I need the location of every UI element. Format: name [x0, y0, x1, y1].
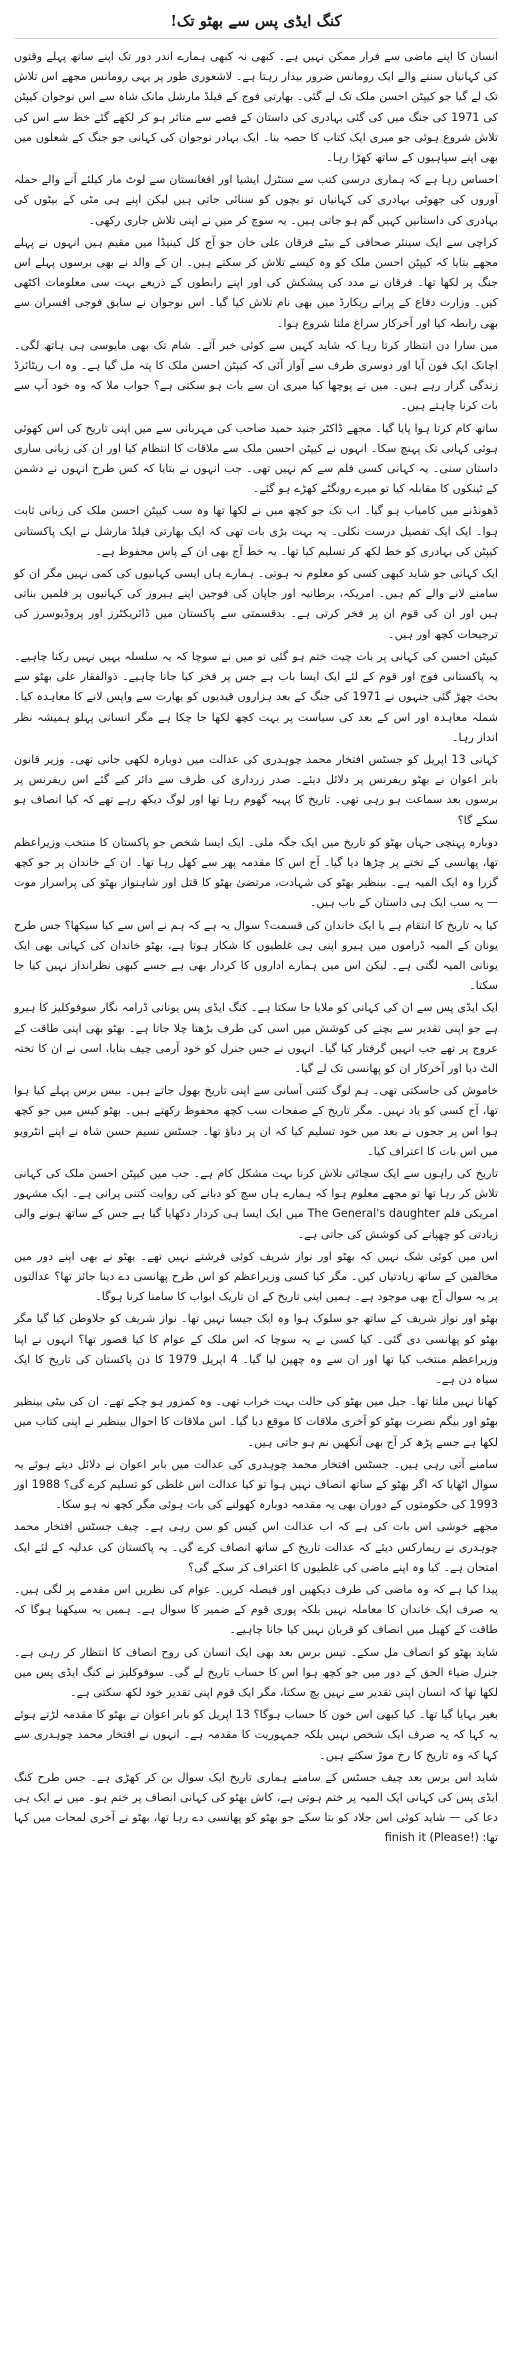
article-paragraph: سامنے آتی رہی ہیں۔ جسٹس افتخار محمد چوہدری کی عدالت میں بابر اعوان نے دلائل دیتے ہوئے یہ سوال اٹھایا کہ اگر بھٹو کے ساتھ انصاف نہیں ہوا تو کیا عدالت اس غلطی کو تسلیم کرے گی؟ 1988 اور 1993 کی حکومتوں کے دوران بھی یہ مقدمہ دوبارہ کھولنے کی بات ہوئی مگر کچھ نہ ہو سکا۔: [14, 1457, 498, 1512]
article-paragraph: کیا یہ تاریخ کا انتقام ہے یا ایک خاندان کی قسمت؟ سوال یہ ہے کہ ہم نے اس سے کیا سیکھا؟ جس طرح یونان کے المیہ ڈراموں میں ہیرو اپنی ہی غلطیوں کا شکار ہوتا ہے، بھٹو خاندان کی کہانی بھی ایک یونانی المیہ لگتی ہے۔ لیکن اس میں ہمارے اداروں کا کردار بھی ہے جسے کبھی نظرانداز نہیں کیا جا سکتا۔: [14, 918, 498, 993]
article-paragraph: ڈھونڈنے میں کامیاب ہو گیا۔ اب تک جو کچھ میں نے لکھا تھا وہ سب کیپٹن احسن ملک کی زبانی ثابت ہوا۔ ایک ایک تفصیل درست نکلی۔ یہ بہت بڑی بات تھی کہ ایک بھارتی فیلڈ مارشل نے ایک پاکستانی کیپٹن کی بہادری کو خط لکھ کر تسلیم کیا تھا۔ یہ خط آج بھی ان کے پاس محفوظ ہے۔: [14, 504, 498, 558]
article-paragraph: احساس رہا ہے کہ ہماری درسی کتب سے سنٹرل ایشیا اور افغانستان سے لوٹ مار کیلئے آنے والے حملہ آوروں کی جھوٹی بہادری کی کہانیاں تو بچوں کو سنائی جاتی ہیں لیکن اپنے ہی مٹی کے بیٹوں کی بہادری کی داستانیں کہیں گم ہو جاتی ہیں۔ یہ سوچ کر میں نے اپنی تلاش جاری رکھی۔: [14, 173, 498, 227]
article-paragraph: بغیر بہایا گیا تھا۔ کیا کبھی اس خون کا حساب ہوگا؟ 13 اپریل کو بابر اعوان نے بھٹو کا مقدمہ لڑتے ہوئے یہ کہا کہ یہ صرف ایک شخص نہیں بلکہ جمہوریت کا مقدمہ ہے۔ انہوں نے افتخار محمد چوہدری سے کہا کہ وہ تاریخ کا رخ موڑ سکتے ہیں۔: [14, 1708, 499, 1762]
article-paragraph: کراچی سے ایک سینئر صحافی کے بیٹے فرقان علی خان جو آج کل کینیڈا میں مقیم ہیں انہوں نے پہلے مجھے بتایا کہ کیپٹن احسن ملک کو وہ کیسے تلاش کر سکتے ہیں۔ ان کے والد نے بھی برسوں پہلے اس جنگ پر لکھا تھا۔ فرقان نے مدد کی پیشکش کی اور اپنے رابطوں کے ذریعے بہت سی معلومات اکٹھی کیں۔ وزارت دفاع کے پرانے ریکارڈ میں بھی نام تلاش کیا گیا۔ اس نوجوان نے سابق فوجی افسران سے بھی رابطہ کیا اور آخرکار سراغ ملنا شروع ہوا۔: [14, 235, 498, 330]
article-paragraph: شاید بھٹو کو انصاف مل سکے۔ تیس برس بعد بھی ایک انسان کی روح انصاف کا انتظار کر رہی ہے۔ جنرل ضیاء الحق کے دور میں جو کچھ ہوا اس کا حساب تاریخ لے گی۔ سوفوکلیز نے کنگ ایڈی پس میں لکھا تھا کہ انسان اپنی تقدیر سے نہیں بچ سکتا، مگر ایک قوم اپنی تقدیر خود لکھ سکتی ہے۔: [14, 1645, 498, 1700]
article-paragraph: شاید اس برس بعد چیف جسٹس کے سامنے ہماری تاریخ ایک سوال بن کر کھڑی ہے۔ جس طرح کنگ ایڈی پس کی کہانی ایک المیہ پر ختم ہوتی ہے، کاش بھٹو کی کہانی انصاف پر ختم ہو۔ میں نے ایک ہی دعا کی — شاید کوئی اس جلاد کو بتا سکے جو بھٹو کو پھانسی دے رہا تھا، بھٹو نے آخری لمحات میں کہا تھا: finish it (Please!): [14, 1770, 498, 1845]
article-headline: کنگ ایڈی پس سے بھٹو تک!: [14, 10, 498, 39]
article-paragraph: خاموش کی جاسکتی تھی۔ ہم لوگ کتنی آسانی سے اپنی تاریخ بھول جاتے ہیں۔ بیس برس پہلے کیا ہوا تھا، آج کسی کو یاد نہیں۔ مگر تاریخ کے صفحات سب کچھ محفوظ رکھتے ہیں۔ بھٹو کیس میں جو کچھ ہوا اس پر ججوں نے بعد میں خود تسلیم کیا کہ ان پر دباؤ تھا۔ جسٹس نسیم حسن شاہ نے اپنے انٹرویو میں اس بات کا اعتراف کیا۔: [14, 1084, 498, 1158]
article-paragraph: کیپٹن احسن کی کہانی پر بات چیت ختم ہو گئی تو میں نے سوچا کہ یہ سلسلہ یہیں نہیں رکنا چاہیے۔ یہ پاکستانی فوج اور قوم کے لئے ایک ایسا باب ہے جس پر فخر کیا جانا چاہیے۔ ذوالفقار علی بھٹو سے بحث چھڑ گئی جنہوں نے 1971 کی جنگ کے بعد ہزاروں قیدیوں کو بھارت سے واپس لانے کا معاہدہ کیا۔ شملہ معاہدہ اور اس کے بعد کی سیاست پر بہت کچھ لکھا جا چکا ہے مگر انسانی پہلو ہمیشہ نظر انداز رہا۔: [14, 649, 498, 744]
article-paragraph: ایک ایڈی پس سے ان کی کہانی کو ملایا جا سکتا ہے۔ کنگ ایڈی پس یونانی ڈرامہ نگار سوفوکلیز کا ہیرو ہے جو اپنی تقدیر سے بچنے کی کوشش میں اسی کی طرف بڑھتا چلا جاتا ہے۔ بھٹو بھی اپنی طاقت کے عروج پر تھے جب انہیں گرفتار کیا گیا۔ انہوں نے جس جنرل کو خود آرمی چیف بنایا، اسی نے ان کا تختہ الٹ دیا اور آخرکار ان کو پھانسی تک لے گیا۔: [14, 1001, 498, 1075]
article-body: [14, 47, 498, 1849]
article-paragraph: کھانا نہیں ملتا تھا۔ جیل میں بھٹو کی حالت بہت خراب تھی۔ وہ کمزور ہو چکے تھے۔ ان کی بیٹی بینظیر بھٹو اور بیگم نصرت بھٹو کو آخری ملاقات کا موقع دیا گیا۔ اس ملاقات کا احوال بینظیر نے اپنی کتاب میں لکھا ہے جسے پڑھ کر آج بھی آنکھیں نم ہو جاتی ہیں۔: [14, 1395, 498, 1449]
article-paragraph: اس میں کوئی شک نہیں کہ بھٹو اور نواز شریف کوئی فرشتے نہیں تھے۔ بھٹو نے بھی اپنے دور میں مخالفین کے ساتھ زیادتیاں کیں۔ مگر کیا کسی وزیراعظم کو اس طرح پھانسی دے دینا جائز تھا؟ عدالتوں پر یہ سوال آج بھی موجود ہے۔ ہمیں اپنی تاریخ کے ان تاریک ابواب کا سامنا کرنا ہوگا۔: [14, 1249, 498, 1304]
article-paragraph: دوبارہ پہنچی جہاں بھٹو کو تاریخ میں ایک جگہ ملی۔ ایک ایسا شخص جو پاکستان کا منتخب وزیراعظم تھا، پھانسی کے تختے پر چڑھا دیا گیا۔ آج اس کا مقدمہ پھر سے کھل رہا تھا۔ ان کے خاندان پر جو کچھ گزرا وہ ایک المیہ ہے۔ بینظیر بھٹو کی شہادت، مرتضیٰ بھٹو کا قتل اور شاہنواز بھٹو کی پراسرار موت — یہ سب ایک ہی داستان کے باب ہیں۔: [14, 835, 498, 910]
article-paragraph: انسان کا اپنے ماضی سے فرار ممکن نہیں ہے۔ کبھی نہ کبھی ہمارے اندر دور تک اپنے ساتھ پہلے وقتوں کی کہانیاں سننے والے ایک رومانس ضرور بیدار رہتا ہے۔ لاشعوری طور پر یہی رومانس مجھے اس تلاش تک لے گیا جو کیپٹن احسن ملک تک لے گئی۔ بھارتی فوج کے فیلڈ مارشل مانک شاہ سے اس نوجوان کیپٹن کی 1971 کی جنگ میں کی گئی بہادری کی داستان کے قصے سے متاثر ہو کر لکھے گئے خط سے اس کی تلاش شروع ہوئی جو میری ایک کتاب کا حصہ بنا۔ ایک بہادر نوجوان کی کہانی جو جنگ کے شعلوں میں بھی اپنے سپاہیوں کے ساتھ کھڑا رہا۔: [14, 50, 498, 165]
article-paragraph: مجھے خوشی اس بات کی ہے کہ اب عدالت اس کیس کو سن رہی ہے۔ چیف جسٹس افتخار محمد چوہدری نے ریمارکس دیئے کہ عدالت تاریخ کے ساتھ انصاف کرے گی۔ یہ پاکستان کی عدلیہ کے لئے ایک امتحان ہے۔ کیا وہ اپنے ماضی کی غلطیوں کا اعتراف کر سکے گی؟: [14, 1520, 498, 1574]
article-paragraph: ساتھ کام کرتا ہوا پایا گیا۔ مجھے ڈاکٹر جنید حمید صاحب کی مہربانی سے میں اپنی تاریخ کی اس کھوئی ہوئی کہانی تک پہنچ سکا۔ انہوں نے کیپٹن احسن ملک سے ملاقات کا انتظام کیا اور ان کی زبانی ساری داستان سنی۔ یہ کہانی کسی فلم سے کم نہیں تھی۔ جب انہوں نے بتایا کہ کس طرح انہوں نے دشمن کے ٹینکوں کا مقابلہ کیا تو میرے رونگٹے کھڑے ہو گئے۔: [14, 421, 498, 496]
article-paragraph: بھٹو اور نواز شریف کے ساتھ جو سلوک ہوا وہ ایک جیسا نہیں تھا۔ نواز شریف کو جلاوطن کیا گیا مگر بھٹو کو پھانسی دی گئی۔ کیا کسی نے یہ سوچا کہ اس ملک کے عوام کا کیا قصور تھا؟ انہوں نے اپنا وزیراعظم منتخب کیا تھا اور ان سے وہ چھین لیا گیا۔ 4 اپریل 1979 کا دن پاکستان کی تاریخ کا ایک سیاہ دن ہے۔: [14, 1312, 498, 1386]
article-paragraph: ایک کہانی جو شاید کبھی کسی کو معلوم نہ ہوتی۔ ہمارے ہاں ایسی کہانیوں کی کمی نہیں مگر ان کو سامنے لانے والے کم ہیں۔ امریکہ، برطانیہ اور جاپان کی فوجیں اپنے ہیروز کی کہانیوں پر فلمیں بناتی ہیں اور ان کی قوم ان پر فخر کرتی ہے۔ بدقسمتی سے پاکستان میں ڈائریکٹرز اور پروڈیوسرز کی ترجیحات کچھ اور ہیں۔: [14, 567, 498, 641]
article-paragraph: تاریخ کی راہوں سے ایک سچائی تلاش کرنا بہت مشکل کام ہے۔ جب میں کیپٹن احسن ملک کی کہانی تلاش کر رہا تھا تو مجھے معلوم ہوا کہ ہمارے ہاں سچ کو دبانے کی روایت کتنی پرانی ہے۔ ایک مشہور امریکی فلم The General's daughter میں ایک ایسا ہی کردار دکھایا گیا ہے جس کے ساتھ ہونے والی زیادتی کو چھپانے کی کوشش کی جاتی ہے۔: [14, 1166, 498, 1241]
article-paragraph: میں سارا دن انتظار کرتا رہا کہ شاید کہیں سے کوئی خبر آئے۔ شام تک بھی مایوسی ہی ہاتھ لگی۔ اچانک ایک فون آیا اور دوسری طرف سے آواز آئی کہ کیپٹن احسن ملک کا پتہ مل گیا ہے۔ وہ اب ریٹائرڈ زندگی گزار رہے ہیں۔ میں نے پوچھا کیا میری ان سے بات ہو سکتی ہے؟ جواب ملا کہ وہ خود آپ سے بات کرنا چاہتے ہیں۔: [14, 338, 498, 413]
article-paragraph: کہانی 13 اپریل کو جسٹس افتخار محمد چوہدری کی عدالت میں دوبارہ لکھی جانی تھی۔ وزیر قانون بابر اعوان نے بھٹو ریفرنس پر دلائل دیئے۔ صدر زرداری کی طرف سے دائر کیے گئے اس ریفرنس پر برسوں بعد سماعت ہو رہی تھی۔ تاریخ کا پہیہ گھوم رہا تھا اور لوگ دیکھ رہے تھے کہ کیا انصاف ہو سکے گا؟: [14, 752, 498, 827]
article-paragraph: پیدا کیا ہے کہ وہ ماضی کی طرف دیکھیں اور فیصلہ کریں۔ عوام کی نظریں اس مقدمے پر لگی ہیں۔ یہ صرف ایک خاندان کا معاملہ نہیں بلکہ پوری قوم کے ضمیر کا سوال ہے۔ ہمیں یہ سیکھنا ہوگا کہ طاقت کے کھیل میں انصاف کو قربان نہیں کیا جانا چاہیے۔: [14, 1583, 498, 1637]
